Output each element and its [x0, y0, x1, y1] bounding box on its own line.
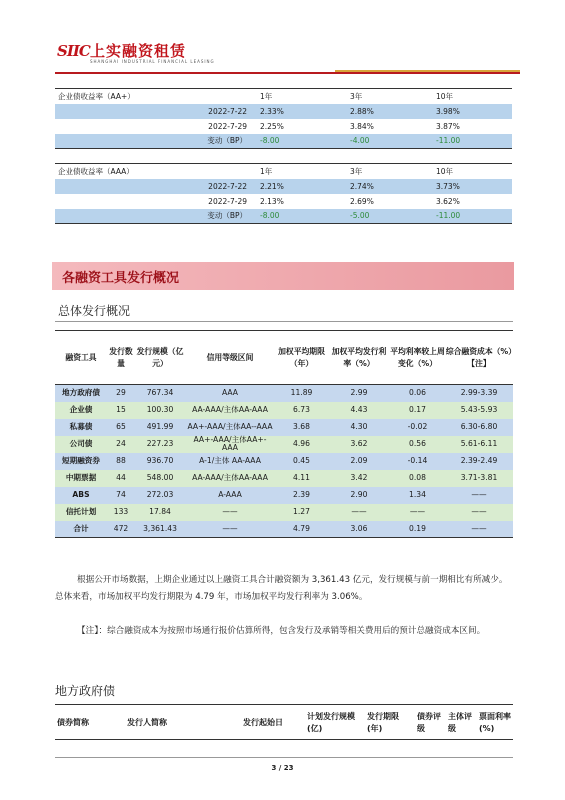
- change-label: 变动（BP）: [160, 134, 250, 149]
- cell: 2.90: [328, 487, 390, 504]
- col-header: 发行数量: [107, 331, 135, 385]
- tenor-header: 10年: [426, 164, 512, 179]
- tenor-header: 3年: [340, 164, 426, 179]
- subtitle-overview: 总体发行概况: [58, 304, 131, 318]
- col-header: 发行规模（亿元）: [135, 331, 185, 385]
- cell: -0.02: [390, 419, 445, 436]
- cell: 133: [107, 504, 135, 521]
- row-date: 2022-7-22: [160, 104, 250, 119]
- cell: 3,361.43: [135, 521, 185, 538]
- cell: 3.84%: [350, 121, 374, 131]
- tool-name-cell: 公司债: [55, 436, 107, 453]
- cell: ——: [328, 504, 390, 521]
- table-row: [55, 487, 513, 504]
- cell: 88: [107, 453, 135, 470]
- cell: -0.14: [390, 453, 445, 470]
- cell: 1.27: [275, 504, 328, 521]
- cell: 0.19: [390, 521, 445, 538]
- tool-name-cell: 合计: [55, 521, 107, 538]
- company-name-en: SHANGHAI INDUSTRIAL FINANCIAL LEASING: [90, 59, 215, 64]
- table-row: [55, 419, 513, 436]
- cell: 6.30-6.80: [445, 419, 513, 436]
- company-name-cn: 上实融资租赁: [90, 42, 187, 60]
- subtitle-local-gov-bonds: 地方政府债: [55, 684, 116, 698]
- cell: 5.61-6.11: [445, 436, 513, 453]
- col-header: 发行起始日: [243, 718, 283, 727]
- tenor-header: 1年: [250, 164, 340, 179]
- cell: ——: [390, 504, 445, 521]
- cell: 11.89: [275, 385, 328, 402]
- table-header-row: [55, 164, 512, 179]
- tool-name-cell: 信托计划: [55, 504, 107, 521]
- cell: 100.30: [135, 402, 185, 419]
- table-title: 企业债收益率（AA+）: [55, 89, 160, 104]
- change-cell: -5.00: [340, 209, 426, 224]
- page-number: 3 / 23: [271, 764, 294, 772]
- tool-name-cell: 短期融资券: [55, 453, 107, 470]
- table-row: [55, 119, 512, 134]
- summary-paragraph: 根据公开市场数据，上期企业通过以上融资工具合计融资额为 3,361.43 亿元，发行规模与前一期相比有所减少。总体来看，市场加权平均发行期限为 4.79 年，市场加权平均发行利率为 3.06%。: [55, 575, 508, 602]
- col-header: 债券评级: [417, 712, 441, 733]
- row-date: 2022-7-29: [208, 121, 247, 131]
- cell: 0.08: [390, 470, 445, 487]
- table-row: [55, 504, 513, 521]
- note-paragraph: 【注】：综合融资成本为按照市场通行报价估算所得，包含发行及承销等相关费用后的预计总融资成本区间。: [77, 626, 486, 636]
- cell: 2.33%: [250, 104, 340, 119]
- cell: 2.39-2.49: [445, 453, 513, 470]
- cell: ——: [445, 521, 513, 538]
- cell: 2.39: [275, 487, 328, 504]
- cell: ——: [185, 504, 275, 521]
- tenor-header: 10年: [426, 89, 512, 104]
- bond-table-header: [55, 704, 513, 740]
- tool-name-cell: 地方政府债: [55, 385, 107, 402]
- change-cell: -8.00: [250, 209, 340, 224]
- change-cell: -4.00: [340, 134, 426, 149]
- cell: 1.34: [390, 487, 445, 504]
- tenor-header: 3年: [340, 89, 426, 104]
- cell: 767.34: [135, 385, 185, 402]
- tenor-header: 1年: [250, 89, 340, 104]
- cell: 472: [107, 521, 135, 538]
- cell: 4.43: [328, 402, 390, 419]
- table-row: [55, 453, 513, 470]
- cell: 0.56: [390, 436, 445, 453]
- cell: ——: [445, 487, 513, 504]
- section-heading-bar: [52, 262, 514, 290]
- issuance-table: [55, 330, 513, 538]
- cell: 15: [107, 402, 135, 419]
- cell: 227.23: [135, 436, 185, 453]
- col-header: 发行人简称: [127, 718, 167, 727]
- cell: 2.99-3.39: [445, 385, 513, 402]
- cell: A-1/主体 AA-AAA: [185, 453, 275, 470]
- cell: 6.73: [275, 402, 328, 419]
- table-row: [55, 194, 512, 209]
- cell: 3.68: [275, 419, 328, 436]
- cell: AA-AAA/主体AA-AAA: [185, 470, 275, 487]
- cell: 936.70: [135, 453, 185, 470]
- table-row: [55, 402, 513, 419]
- cell: 17.84: [135, 504, 185, 521]
- cell: 2.13%: [260, 196, 284, 206]
- cell: 2.99: [328, 385, 390, 402]
- cell: 548.00: [135, 470, 185, 487]
- cell: 44: [107, 470, 135, 487]
- col-header: 债券简称: [57, 718, 89, 727]
- cell: A-AAA: [185, 487, 275, 504]
- cell: 4.11: [275, 470, 328, 487]
- cell: 3.98%: [426, 104, 512, 119]
- cell: 0.17: [390, 402, 445, 419]
- col-header: 票面利率(%): [479, 712, 511, 733]
- row-date: 2022-7-22: [160, 179, 250, 194]
- col-header: 融资工具: [55, 331, 107, 385]
- cell: 3.62: [328, 436, 390, 453]
- header-divider: [55, 72, 520, 74]
- cell: 3.71-3.81: [445, 470, 513, 487]
- rate-table-aa-plus: [55, 88, 512, 149]
- col-header: 信用等级区间: [185, 331, 275, 385]
- cell: 3.73%: [426, 179, 512, 194]
- cell: AAA: [185, 385, 275, 402]
- col-header: 发行期限(年): [367, 712, 399, 733]
- cell: 0.06: [390, 385, 445, 402]
- tool-name-cell: ABS: [55, 487, 107, 504]
- change-row: [55, 134, 512, 149]
- row-date: 2022-7-29: [208, 196, 247, 206]
- table-row: [55, 470, 513, 487]
- cell: 491.99: [135, 419, 185, 436]
- table-header-row: [55, 89, 512, 104]
- cell: 2.21%: [250, 179, 340, 194]
- cell: AA+-AAA/主体AA--AAA: [185, 419, 275, 436]
- cell: 2.88%: [340, 104, 426, 119]
- cell: 4.79: [275, 521, 328, 538]
- cell: 2.09: [328, 453, 390, 470]
- cell: 2.69%: [350, 196, 374, 206]
- change-cell: -8.00: [250, 134, 340, 149]
- change-cell: -11.00: [426, 209, 512, 224]
- rate-table-aaa: [55, 163, 512, 224]
- table-row: [55, 436, 513, 453]
- cell: 5.43-5.93: [445, 402, 513, 419]
- col-header: 计划发行规模(亿): [307, 712, 355, 733]
- tool-name-cell: 中期票据: [55, 470, 107, 487]
- table-title: 企业债收益率（AAA）: [55, 164, 160, 179]
- cell: ——: [185, 521, 275, 538]
- cell: 65: [107, 419, 135, 436]
- section-title: 各融资工具发行概况: [62, 271, 180, 286]
- cell: 29: [107, 385, 135, 402]
- cell: 74: [107, 487, 135, 504]
- change-cell: -11.00: [426, 134, 512, 149]
- cell: 3.06: [328, 521, 390, 538]
- subtitle-divider: [55, 321, 513, 322]
- cell: AA+-AAA/主体AA+-AAA: [185, 436, 275, 453]
- tool-name-cell: 企业债: [55, 402, 107, 419]
- cell: 0.45: [275, 453, 328, 470]
- col-header: 平均利率较上周变化（%）: [390, 331, 445, 385]
- change-label: 变动（BP）: [160, 209, 250, 224]
- col-header: 主体评级: [448, 712, 472, 733]
- issuance-table-body: [55, 385, 513, 538]
- cell: 24: [107, 436, 135, 453]
- cell: 3.62%: [436, 196, 460, 206]
- col-header: 综合融资成本（%）【注】: [445, 331, 513, 385]
- table-row: [55, 385, 513, 402]
- footer-divider: [55, 757, 513, 758]
- change-row: [55, 209, 512, 224]
- page-header: [55, 34, 520, 76]
- col-header: 加权平均发行利率（%）: [328, 331, 390, 385]
- cell: ——: [445, 504, 513, 521]
- cell: 3.42: [328, 470, 390, 487]
- cell: 4.30: [328, 419, 390, 436]
- cell: 272.03: [135, 487, 185, 504]
- cell: 4.96: [275, 436, 328, 453]
- cell: 2.74%: [340, 179, 426, 194]
- table-row: [55, 104, 512, 119]
- col-header: 加权平均期限（年）: [275, 331, 328, 385]
- tool-name-cell: 私募债: [55, 419, 107, 436]
- table-row: [55, 179, 512, 194]
- cell: 3.87%: [436, 121, 460, 131]
- cell: 2.25%: [260, 121, 284, 131]
- cell: AA-AAA/主体AA-AAA: [185, 402, 275, 419]
- table-header-row: [55, 331, 513, 385]
- header-accent-line: [335, 70, 520, 72]
- logo-mark: SIIC: [57, 42, 90, 60]
- table-row: [55, 521, 513, 538]
